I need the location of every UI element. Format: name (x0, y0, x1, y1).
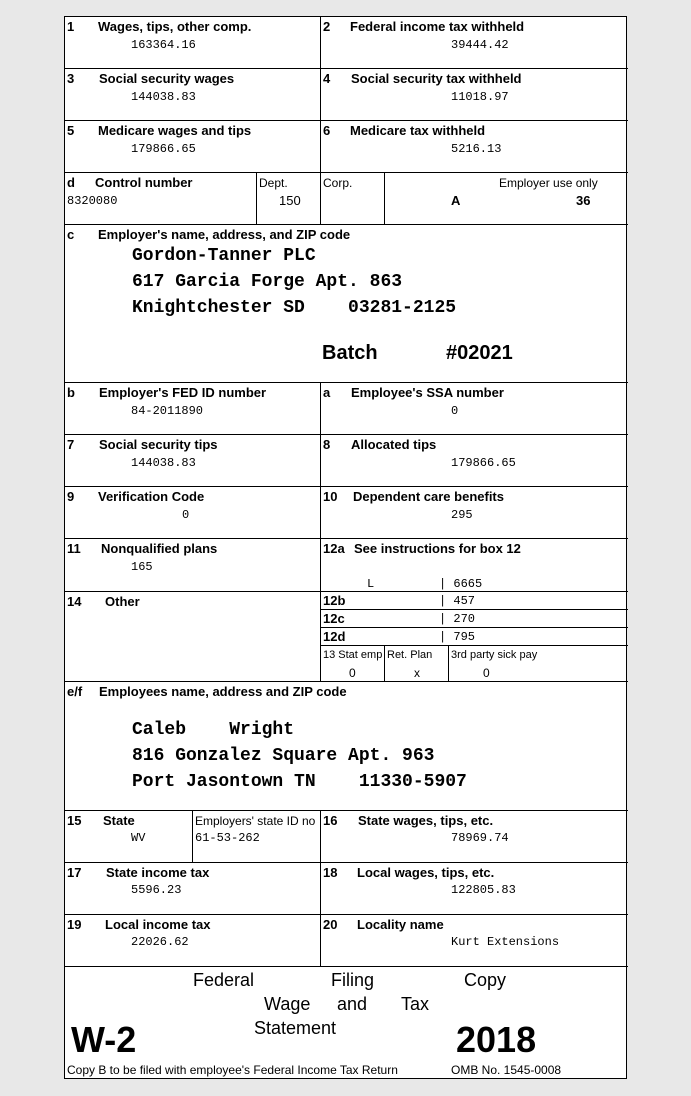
box-18-value: 122805.83 (451, 883, 516, 897)
tax-year: 2018 (456, 1019, 537, 1060)
box-20-number: 20 (323, 917, 338, 932)
box-1 (65, 17, 321, 69)
box-d (65, 173, 257, 225)
dept-value: 150 (279, 193, 301, 208)
footer-copy: Copy (464, 970, 507, 990)
box-d-value: 8320080 (67, 194, 118, 208)
box-9-value: 0 (182, 508, 190, 522)
box-12b (321, 592, 628, 610)
box-6-value: 5216.13 (451, 142, 502, 156)
box-6 (321, 121, 628, 173)
box-12c-number: 12c (323, 611, 345, 626)
box-8-value: 179866.65 (451, 456, 516, 470)
box-20-label: Locality name (357, 917, 444, 932)
box-dept (257, 173, 321, 225)
box-20-value: Kurt Extensions (451, 935, 560, 949)
footer-statement: Statement (254, 1018, 337, 1038)
retirement-label: Ret. Plan (387, 649, 433, 661)
box-b (65, 383, 321, 435)
statutory-label: 13 Stat emp (323, 649, 383, 661)
box-9-label: Verification Code (98, 489, 205, 504)
box-3-number: 3 (67, 71, 75, 86)
box-2-value: 39444.42 (451, 38, 509, 52)
employer-street: 617 Garcia Forge Apt. 863 (132, 272, 403, 292)
box-19-value: 22026.62 (131, 935, 189, 949)
box-b-number: b (67, 385, 75, 400)
footer-and: and (337, 994, 368, 1014)
box-17-number: 17 (67, 865, 82, 880)
box-13-retirement (385, 646, 449, 682)
w2-form (64, 16, 627, 1079)
batch-value: #02021 (446, 342, 513, 364)
box-16 (321, 811, 628, 863)
box-8-number: 8 (323, 437, 331, 452)
box-12a-value: | 6665 (439, 577, 483, 591)
form-footer (65, 967, 626, 1078)
box-d-label: Control number (95, 175, 193, 190)
box-2-label: Federal income tax withheld (350, 19, 525, 34)
box-1-value: 163364.16 (131, 38, 196, 52)
box-5 (65, 121, 321, 173)
box-4-label: Social security tax withheld (351, 71, 522, 86)
box-18-label: Local wages, tips, etc. (357, 865, 495, 880)
box-12b-value: | 457 (439, 594, 476, 608)
box-10-label: Dependent care benefits (353, 489, 504, 504)
employee-name: Caleb Wright (132, 720, 295, 740)
sick-pay-label: 3rd party sick pay (451, 649, 538, 661)
footer-wage: Wage (264, 994, 311, 1014)
box-a-value: 0 (451, 404, 459, 418)
box-d-number: d (67, 175, 75, 190)
employee-city: Port Jasontown TN 11330-5907 (132, 772, 467, 792)
footer-filing: Filing (331, 970, 375, 990)
box-11-label: Nonqualified plans (101, 541, 218, 556)
box-14 (65, 592, 321, 682)
box-4 (321, 69, 628, 121)
box-3-label: Social security wages (99, 71, 235, 86)
employer-use-b: 36 (576, 193, 591, 208)
box-c-label: Employer's name, address, and ZIP code (98, 227, 351, 242)
box-11 (65, 539, 321, 592)
box-18 (321, 863, 628, 915)
box-a-label: Employee's SSA number (351, 385, 504, 400)
box-19-label: Local income tax (105, 917, 211, 932)
box-14-label: Other (105, 594, 140, 609)
box-19-number: 19 (67, 917, 82, 932)
box-b-label: Employer's FED ID number (99, 385, 267, 400)
box-1-label: Wages, tips, other comp. (98, 19, 252, 34)
box-17-value: 5596.23 (131, 883, 182, 897)
box-12a-number: 12a (323, 541, 345, 556)
employer-use-label: Employer use only (499, 176, 598, 190)
box-c (65, 225, 628, 383)
box-17 (65, 863, 321, 915)
retirement-value: x (414, 666, 420, 680)
box-3-value: 144038.83 (131, 90, 196, 104)
box-ef (65, 682, 628, 811)
box-12d-number: 12d (323, 629, 346, 644)
form-title: W-2 (71, 1019, 137, 1060)
box-6-label: Medicare tax withheld (350, 123, 486, 138)
box-17-label: State income tax (106, 865, 210, 880)
batch-label: Batch (322, 342, 378, 364)
employer-city: Knightchester SD 03281-2125 (132, 298, 457, 318)
employer-name: Gordon-Tanner PLC (132, 246, 316, 266)
box-ef-number: e/f (67, 684, 83, 699)
box-12d (321, 628, 628, 646)
box-5-number: 5 (67, 123, 75, 138)
box-4-number: 4 (323, 71, 331, 86)
box-19 (65, 915, 321, 967)
box-12a-label: See instructions for box 12 (354, 541, 521, 556)
box-10 (321, 487, 628, 539)
box-10-value: 295 (451, 508, 473, 522)
state-id-label: Employers' state ID no (195, 814, 316, 828)
box-9-number: 9 (67, 489, 75, 504)
sick-pay-value: 0 (483, 666, 490, 680)
box-5-value: 179866.65 (131, 142, 196, 156)
box-8 (321, 435, 628, 487)
box-12d-value: | 795 (439, 630, 476, 644)
box-10-number: 10 (323, 489, 338, 504)
box-7-value: 144038.83 (131, 456, 196, 470)
box-14-number: 14 (67, 594, 82, 609)
box-13-statutory (321, 646, 385, 682)
box-ef-label: Employees name, address and ZIP code (99, 684, 347, 699)
box-12c (321, 610, 628, 628)
box-15-value: WV (131, 831, 146, 845)
box-6-number: 6 (323, 123, 331, 138)
box-15-label: State (103, 813, 135, 828)
box-5-label: Medicare wages and tips (98, 123, 252, 138)
statutory-value: 0 (349, 666, 356, 680)
box-20 (321, 915, 628, 967)
box-15-number: 15 (67, 813, 82, 828)
box-7-number: 7 (67, 437, 75, 452)
box-2-number: 2 (323, 19, 331, 34)
corp-label: Corp. (323, 176, 353, 190)
box-3 (65, 69, 321, 121)
box-12c-value: | 270 (439, 612, 476, 626)
state-id-value: 61-53-262 (195, 831, 260, 845)
box-15 (65, 811, 193, 863)
employee-street: 816 Gonzalez Square Apt. 963 (132, 746, 435, 766)
box-7-label: Social security tips (99, 437, 218, 452)
footer-federal: Federal (193, 970, 255, 990)
box-9 (65, 487, 321, 539)
box-a (321, 383, 628, 435)
box-12a-code: L (367, 577, 375, 591)
box-state-id (193, 811, 321, 863)
box-c-number: c (67, 227, 75, 242)
box-16-value: 78969.74 (451, 831, 509, 845)
box-8-label: Allocated tips (351, 437, 437, 452)
box-13-sick-pay (449, 646, 628, 682)
box-7 (65, 435, 321, 487)
copy-b-note: Copy B to be filed with employee's Federal Income Tax Return (67, 1063, 398, 1077)
footer-tax: Tax (401, 994, 430, 1014)
box-4-value: 11018.97 (451, 90, 509, 104)
box-11-number: 11 (67, 541, 81, 556)
omb-number: OMB No. 1545-0008 (451, 1063, 562, 1077)
box-corp (321, 173, 385, 225)
box-a-number: a (323, 385, 331, 400)
box-11-value: 165 (131, 560, 153, 574)
box-16-number: 16 (323, 813, 338, 828)
box-12a (321, 539, 628, 592)
box-2 (321, 17, 628, 69)
dept-label: Dept. (259, 176, 288, 190)
box-18-number: 18 (323, 865, 338, 880)
box-employer-use (385, 173, 628, 225)
box-b-value: 84-2011890 (131, 404, 204, 418)
box-12b-number: 12b (323, 593, 346, 608)
box-1-number: 1 (67, 19, 75, 34)
box-16-label: State wages, tips, etc. (358, 813, 494, 828)
employer-use-a: A (451, 193, 461, 208)
